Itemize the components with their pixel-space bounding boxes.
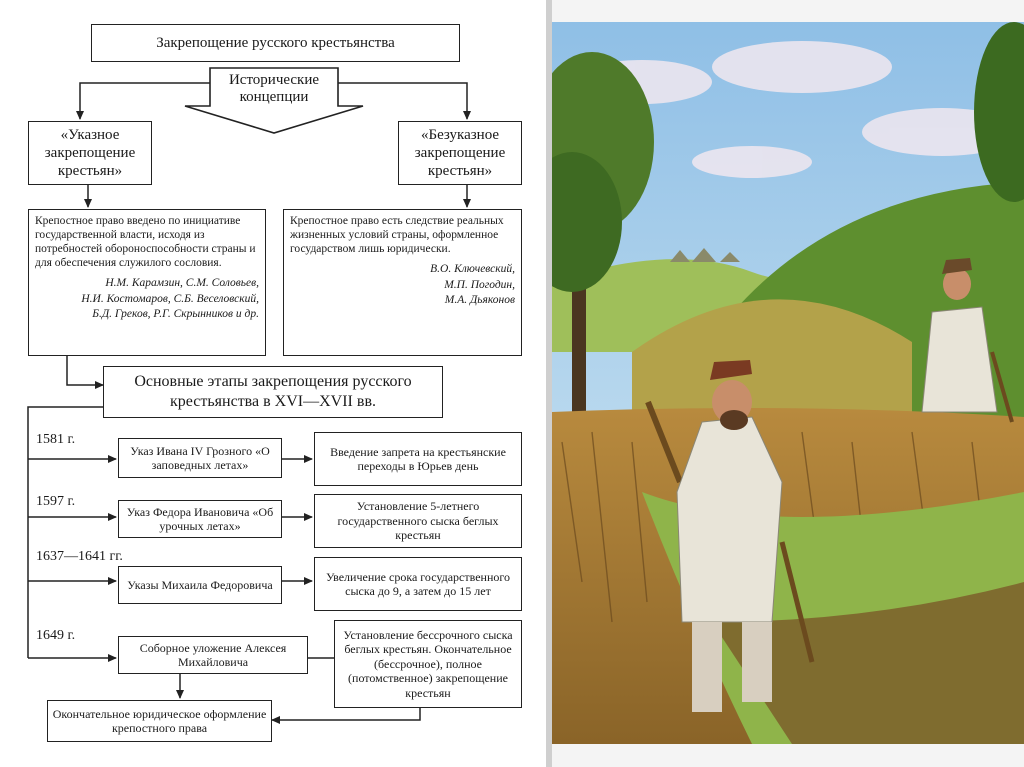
result-box-1581 [314, 432, 522, 486]
result-text-1581: Введение запрета на крестьянские переходы в Юрьев день [330, 444, 506, 473]
decree-text-1637-1641: Указы Михаила Федоровича [127, 577, 273, 592]
painting-image [552, 22, 1024, 744]
right-description-box [283, 209, 522, 356]
decree-box-1581 [118, 438, 282, 478]
right-concept-box [398, 121, 522, 185]
left-concept-box [28, 121, 152, 185]
diagram-title-text: Закрепощение русского крестьянства [156, 35, 395, 51]
year-label-1637-1641: 1637—1641 гг. [36, 549, 123, 564]
year-label-1581: 1581 г. [36, 432, 76, 447]
diagram-title [91, 24, 460, 62]
final-outcome-box [47, 700, 272, 742]
decree-box-1637-1641 [118, 566, 282, 604]
decree-text-1649: Соборное уложение Алексея Михайловича [139, 640, 287, 669]
result-text-1637-1641: Увеличение срока государственного сыска до 9, а затем до 15 лет [325, 569, 511, 598]
concepts-label-text: Исторические концепции [228, 72, 320, 106]
right-concept-text: «Безуказное закрепощение крестьян» [414, 127, 506, 179]
right-authors: В.О. Ключевский, М.П. Погодин, М.А. Дьяконов [430, 263, 515, 307]
illustration-peasants-mowing [552, 22, 1024, 744]
result-box-1637-1641 [314, 557, 522, 611]
stages-title-text: Основные этапы закрепощения русского крестьянства в XVI—XVII вв. [134, 373, 412, 410]
stages-title-box [103, 366, 443, 418]
left-description-box [28, 209, 266, 356]
left-description-text: Крепостное право введено по инициативе государственной власти, исходя из потребностей обороноспособности страны и для обеспечения служилого сословия. [35, 215, 256, 270]
decree-box-1649 [118, 636, 308, 674]
decree-box-1597 [118, 500, 282, 538]
final-outcome-text: Окончательное юридическое оформление крепостного права [52, 706, 267, 735]
result-box-1649 [334, 620, 522, 708]
decree-text-1581: Указ Ивана IV Грозного «О заповедных летах» [130, 443, 270, 472]
year-label-1597: 1597 г. [36, 494, 76, 509]
left-authors: Н.М. Карамзин, С.М. Соловьев, Н.И. Костомаров, С.Б. Веселовский, Б.Д. Греков, Р.Г. Скрынников и др. [81, 277, 259, 321]
result-text-1649: Установление бессрочного сыска беглых крестьян. Окончательное (бессрочное), полное (потомственное) закрепощение крестьян [343, 628, 513, 700]
result-box-1597 [314, 494, 522, 548]
year-label-1649: 1649 г. [36, 628, 76, 643]
decree-text-1597: Указ Федора Ивановича «Об урочных летах» [126, 504, 274, 533]
left-concept-text: «Указное закрепощение крестьян» [44, 127, 136, 179]
concepts-label [200, 72, 348, 107]
right-description-text: Крепостное право есть следствие реальных жизненных условий страны, оформленное государством лишь юридически. [290, 215, 504, 256]
result-text-1597: Установление 5-летнего государственного сыска беглых крестьян [337, 499, 499, 543]
